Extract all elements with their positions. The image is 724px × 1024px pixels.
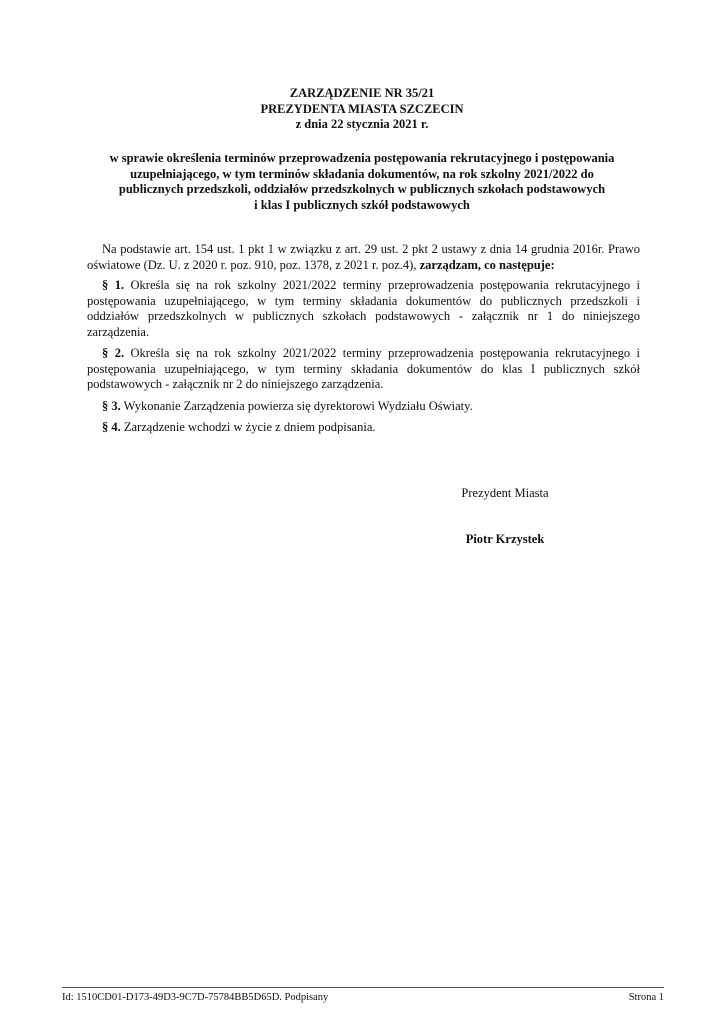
subject-line: publicznych przedszkoli, oddziałów przedszkolnych w publicznych szkołach podstawowych xyxy=(118,182,606,196)
page-number: Strona 1 xyxy=(628,992,664,1003)
subject-line: i klas I publicznych szkół podstawowych xyxy=(254,197,470,212)
paragraph-2 xyxy=(87,346,640,393)
signatory-title: Prezydent Miasta xyxy=(461,486,549,500)
paragraph-number: § 1. xyxy=(102,278,125,292)
document-subject xyxy=(62,151,662,213)
paragraph-text: Określa się na rok szkolny 2021/2022 terminy przeprowadzenia postępowania rekrutacyjnego i postępowania uzupełniającego, w tym terminy składania dokumentów do publicznych przedszkoli i oddziałów przedszkolnych w publicznych szkołach podstawowych - załącznik nr 1 do niniejszego zarządzenia. xyxy=(87,278,640,339)
document-header xyxy=(62,86,662,133)
ordinance-date: z dnia 22 stycznia 2021 r. xyxy=(295,117,429,131)
paragraph-text: Zarządzenie wchodzi w życie z dniem podpisania. xyxy=(123,420,376,434)
issuer: PREZYDENTA MIASTA SZCZECIN xyxy=(260,101,464,116)
paragraph-text: Wykonanie Zarządzenia powierza się dyrektorowi Wydziału Oświaty. xyxy=(123,398,473,413)
subject-line: w sprawie określenia terminów przeprowadzenia postępowania rekrutacyjnego i postępowania xyxy=(109,151,615,165)
paragraph-1 xyxy=(87,278,640,340)
page-footer xyxy=(62,992,664,1003)
footer-divider xyxy=(62,987,664,988)
legal-basis-paragraph xyxy=(87,242,640,273)
subject-line: uzupełniającego, w tym terminów składania dokumentów, na rok szkolny 2021/2022 do xyxy=(130,166,594,181)
document-body xyxy=(87,242,640,442)
signatory-name: Piotr Krzystek xyxy=(465,532,545,546)
legal-basis-text: Na podstawie art. 154 ust. 1 pkt 1 w związku z art. 29 ust. 2 pkt 2 ustawy z dnia 14 grudnia 2016r. Prawo oświatowe (Dz. U. z 2020 r. poz. 910, poz. 1378, z 2021 r. poz.4), xyxy=(87,242,640,272)
paragraph-text: Określa się na rok szkolny 2021/2022 terminy przeprowadzenia postępowania rekrutacyjnego i postępowania uzupełniającego, w tym terminy składania dokumentów do klas I publicznych szkół podstawowych - załącznik nr 2 do niniejszego zarządzenia. xyxy=(87,346,640,391)
ordinance-number: ZARZĄDZENIE NR 35/21 xyxy=(289,86,435,100)
paragraph-number: § 4. xyxy=(102,420,121,434)
paragraph-4 xyxy=(87,420,640,436)
decree-phrase: zarządzam, co następuje: xyxy=(419,257,555,272)
paragraph-number: § 3. xyxy=(102,398,121,413)
document-id: Id: 1510CD01-D173-49D3-9C7D-75784BB5D65D. Podpisany xyxy=(62,992,329,1003)
paragraph-number: § 2. xyxy=(102,346,125,360)
paragraph-3 xyxy=(87,399,640,415)
